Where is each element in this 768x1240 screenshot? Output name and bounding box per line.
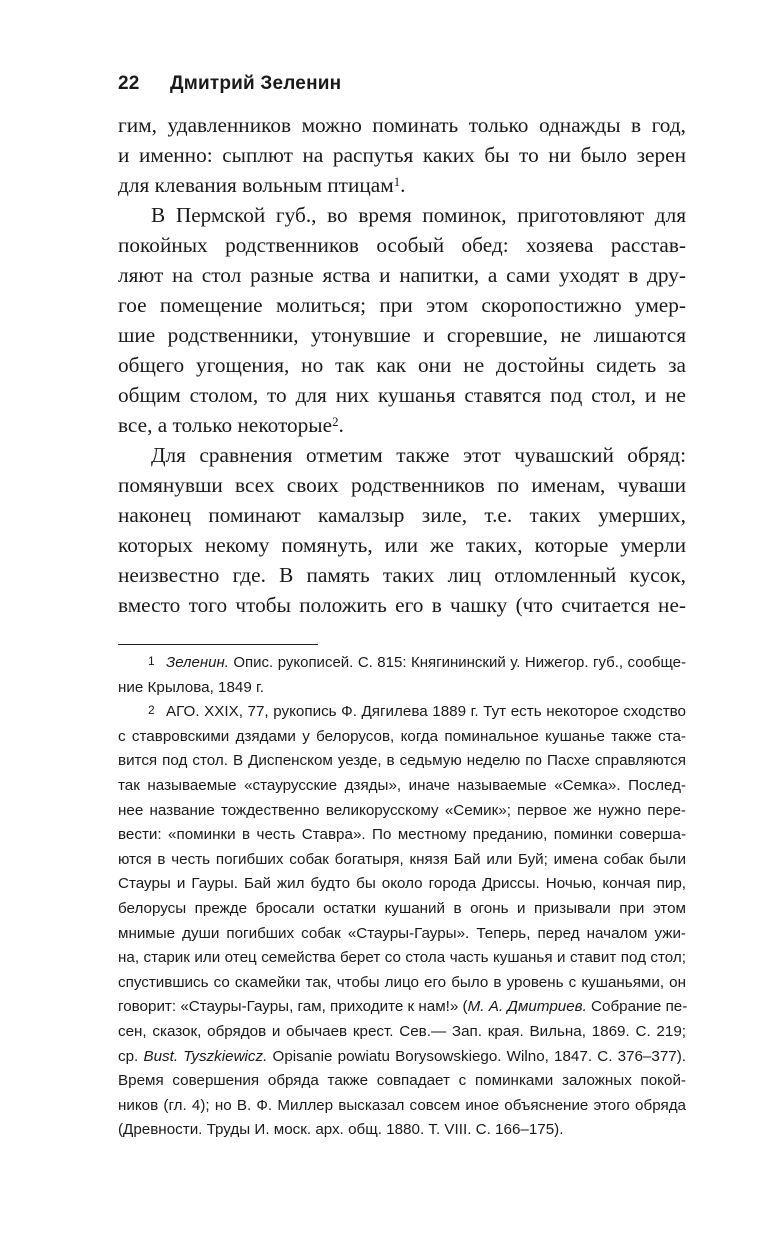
footnote-line: вится под стол. В Диспенском уезде, в седьмую неделю по Пасхе справляются bbox=[118, 752, 686, 770]
text-line: все, а только некоторые$^2$. bbox=[118, 413, 344, 437]
text-line: покойных родственников особый обед: хозяева расстав- bbox=[118, 233, 686, 257]
book-page bbox=[118, 70, 686, 1143]
running-title: Дмитрий Зеленин bbox=[170, 73, 342, 94]
text-line: общим столом, то для них кушанья ставятся под стол, и не bbox=[118, 383, 686, 407]
running-header bbox=[118, 70, 686, 98]
text-line: В Пермской губ., во время поминок, приготовляют для bbox=[151, 203, 686, 227]
footnote-line: на, старик или отец семейства берет со стола часть кушанья и ставит под стол; bbox=[118, 949, 686, 967]
text-line: наконец поминают камалзыр зиле, т.е. таких умерших, bbox=[118, 503, 686, 527]
main-text bbox=[118, 110, 686, 620]
text-line: гим, удавленников можно поминать только однажды в год, bbox=[118, 113, 686, 137]
footnote-marker: 2 bbox=[148, 703, 155, 718]
footnote-line: спустившись со скамейки так, чтобы лицо его было в уровень с кушаньями, он bbox=[118, 973, 686, 991]
footnote-line: ние Крылова, 1849 г. bbox=[118, 678, 264, 696]
text-line: и именно: сыплют на распутья каких бы то ни было зерен bbox=[118, 143, 686, 167]
text-line: для клевания вольным птицам$^1$. bbox=[118, 173, 406, 197]
footnote-line: Время совершения обряда также совпадает с поминками заложных покой- bbox=[118, 1072, 686, 1090]
footnote-reference: 2 bbox=[332, 415, 339, 430]
text-line: ляют на стол разные яства и напитки, а сами уходят в дру- bbox=[118, 263, 686, 287]
footnote-line: нее название тождественно великорусскому «Семик»; первое же нужно пере- bbox=[118, 801, 686, 819]
text-line: которых некому помянуть, или же таких, которые умерли bbox=[118, 533, 686, 557]
footnote-line: ются в честь погибших собак богатыря, князя Бай или Буй; имена собак были bbox=[118, 850, 686, 868]
footnote-reference: 1 bbox=[393, 175, 401, 190]
text-line: неизвестно где. В память таких лиц отломленный кусок, bbox=[118, 563, 686, 587]
footnote-line: ср. Bust. Tyszkiewicz. Opisanie powiatu Borysowskiego. Wilno, 1847. С. 376–377). bbox=[118, 1047, 686, 1065]
text-line: вместо того чтобы положить его в чашку (что считается не- bbox=[118, 593, 686, 617]
text-line: шие родственники, утонувшие и сгоревшие, не лишаются bbox=[118, 323, 686, 347]
footnotes bbox=[118, 651, 686, 1143]
footnote-line: с ставровскими дзядами у белорусов, когда поминальное кушанье также ста- bbox=[118, 727, 686, 745]
footnote-line: говорит: «Стауры-Гауры, гам, приходите к нам!» (М. А. Дмитриев. Собрание пе- bbox=[118, 998, 688, 1016]
footnote-separator bbox=[118, 644, 318, 645]
text-line: общего угощения, но так как они не достойны сидеть за bbox=[118, 353, 686, 377]
footnote-line: белорусы прежде бросали остатки кушаний в огонь и призывали при этом bbox=[118, 899, 686, 917]
footnote-1: 1 Зеленин. Опис. рукописей. С. 815: Княгининский у. Нижегор. губ., сообще- bbox=[118, 651, 686, 676]
footnote-line: (Древности. Труды И. моск. арх. общ. 1880. Т. VIII. С. 166–175). bbox=[118, 1121, 564, 1139]
footnote-line: так называемые «стаурусские дзяды», иначе называемые «Семка». Послед- bbox=[118, 776, 686, 794]
text-line: помянувши всех своих родственников по именам, чуваши bbox=[118, 473, 686, 497]
footnote-marker: 1 bbox=[148, 654, 155, 668]
footnote-2: 2 АГО. XXIX, 77, рукопись Ф. Дягилева 1889 г. Тут есть некоторое сходство bbox=[118, 700, 686, 725]
footnote-line: мнимые души погибших собак «Стауры-Гауры». Теперь, перед началом ужи- bbox=[118, 924, 686, 942]
footnote-line: Стауры и Гауры. Бай жил будто бы около города Дриссы. Ночью, кончая пир, bbox=[118, 875, 686, 893]
page-number: 22 bbox=[118, 73, 140, 94]
footnote-line: вести: «поминки в честь Ставра». По местному преданию, поминки соверша- bbox=[118, 826, 686, 844]
text-line: гое помещение молиться; при этом скоропостижно умер- bbox=[118, 293, 686, 317]
footnote-line: сен, сказок, обрядов и обычаев крест. Сев.— Зап. края. Вильна, 1869. С. 219; bbox=[118, 1022, 686, 1040]
text-line: Для сравнения отметим также этот чувашский обряд: bbox=[151, 443, 686, 467]
footnote-line: ников (гл. 4); но В. Ф. Миллер высказал совсем иное объяснение этого обряда bbox=[118, 1096, 686, 1114]
